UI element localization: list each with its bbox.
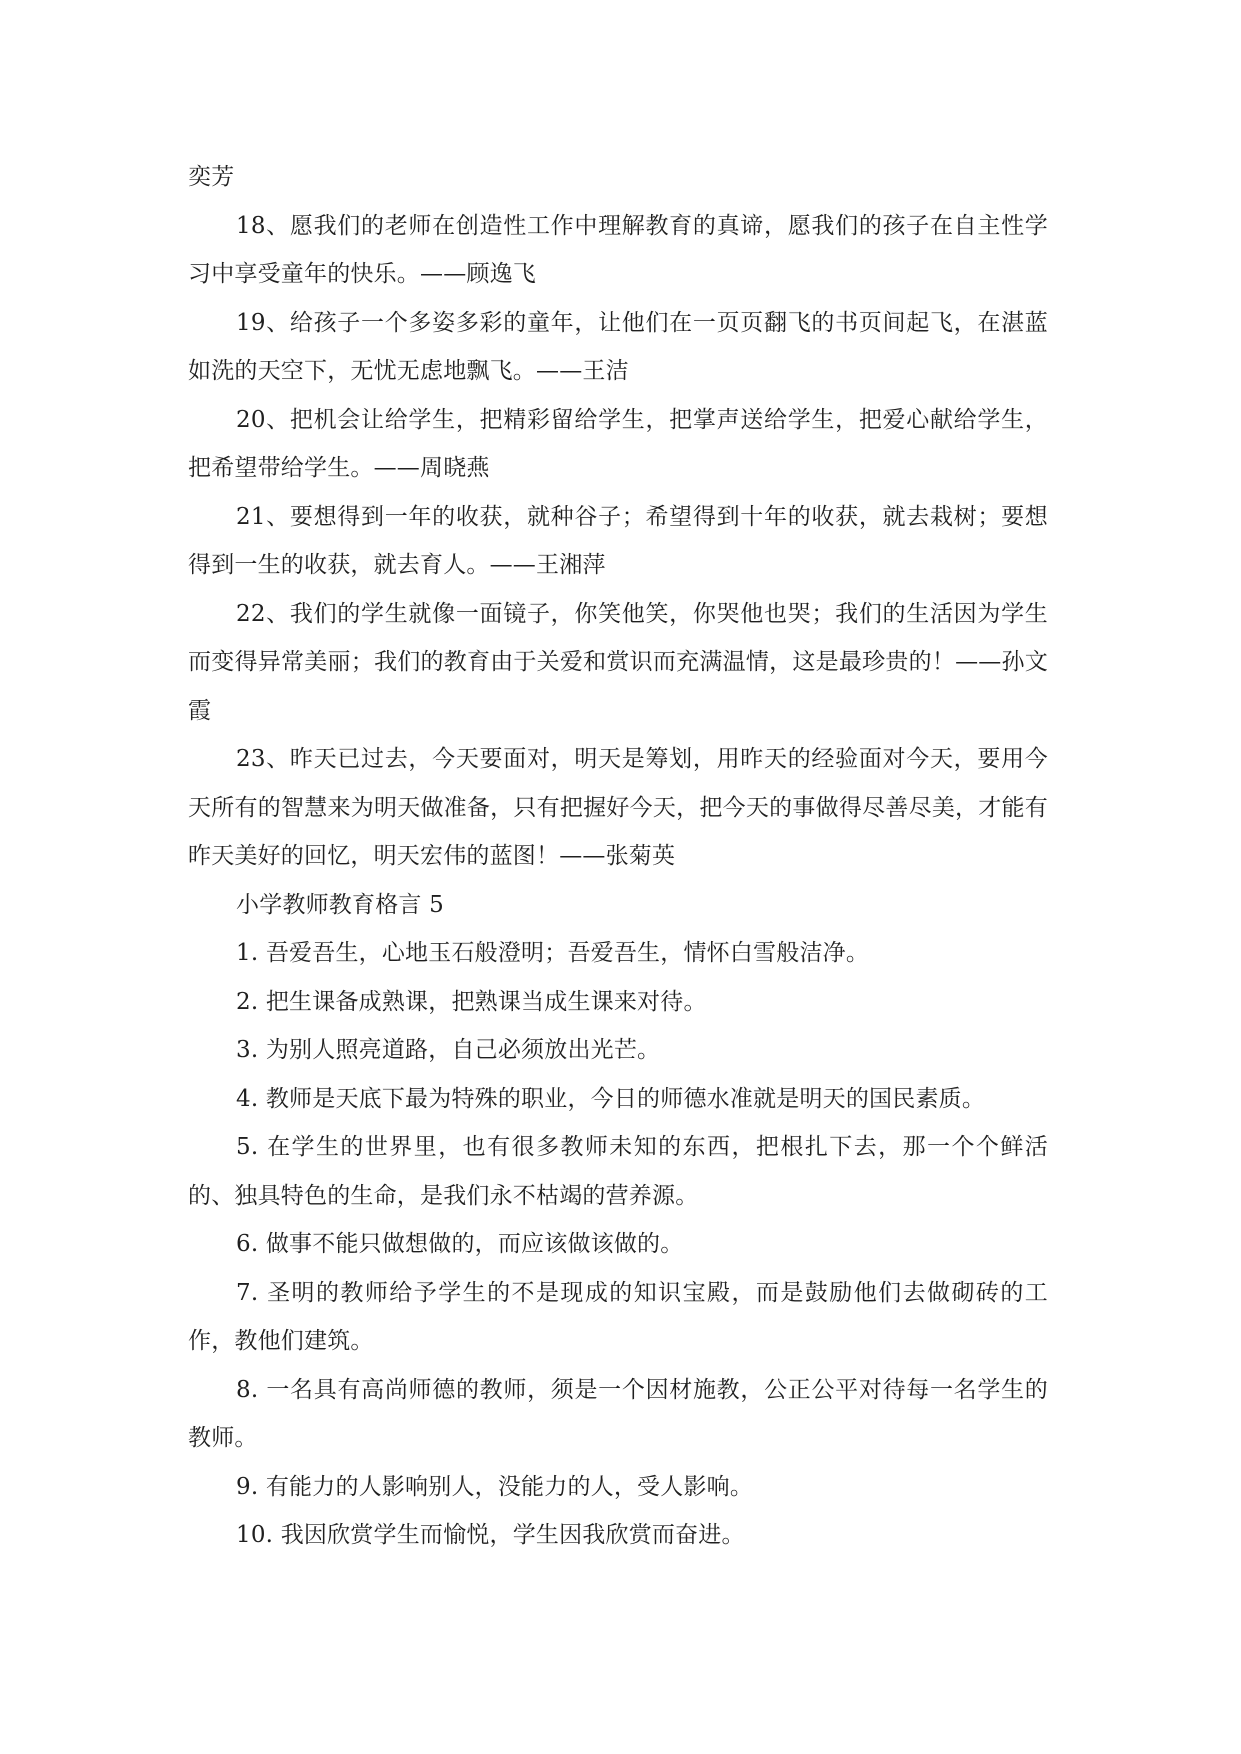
paragraph-9: 2. 把生课备成熟课，把熟课当成生课来对待。 [236,988,707,1015]
paragraph-3: 20、把机会让给学生，把精彩留给学生，把掌声送给学生，把爱心献给学生，把希望带给学生。——周晓燕 [188,406,1048,481]
paragraph-1: 18、愿我们的老师在创造性工作中理解教育的真谛，愿我们的孩子在自主性学习中享受童年的快乐。——顾逸飞 [188,212,1048,287]
section-heading: 小学教师教育格言 5 [236,891,444,918]
paragraph-12: 5. 在学生的世界里，也有很多教师未知的东西，把根扎下去，那一个个鲜活的、独具特色的生命，是我们永不枯竭的营养源。 [188,1134,1048,1209]
paragraph-5: 22、我们的学生就像一面镜子，你笑他笑，你哭他也哭；我们的生活因为学生而变得异常美丽；我们的教育由于关爱和赏识而充满温情，这是最珍贵的！——孙文霞 [188,600,1048,724]
paragraph-13: 6. 做事不能只做想做的，而应该做该做的。 [236,1231,684,1257]
document-body [188,153,1048,1560]
paragraph-11: 4. 教师是天底下最为特殊的职业，今日的师德水准就是明天的国民素质。 [236,1085,986,1112]
paragraph-4: 21、要想得到一年的收获，就种谷子；希望得到十年的收获，就去栽树；要想得到一生的收获，就去育人。——王湘萍 [188,503,1048,578]
paragraph-10: 3. 为别人照亮道路，自己必须放出光芒。 [236,1037,661,1063]
paragraph-2: 19、给孩子一个多姿多彩的童年，让他们在一页页翻飞的书页间起飞，在湛蓝如洗的天空下，无忧无虑地飘飞。——王洁 [188,309,1048,384]
paragraph-16: 9. 有能力的人影响别人，没能力的人，受人影响。 [236,1473,754,1500]
paragraph-14: 7. 圣明的教师给予学生的不是现成的知识宝殿，而是鼓励他们去做砌砖的工作，教他们建筑。 [188,1279,1048,1354]
paragraph-6: 23、昨天已过去，今天要面对，明天是筹划，用昨天的经验面对今天，要用今天所有的智慧来为明天做准备，只有把握好今天，把今天的事做得尽善尽美，才能有昨天美好的回忆，明天宏伟的蓝图！——张菊英 [188,746,1048,869]
paragraph-0: 奕芳 [188,164,235,190]
paragraph-17: 10. 我因欣赏学生而愉悦，学生因我欣赏而奋进。 [236,1522,745,1548]
paragraph-8: 1. 吾爱吾生，心地玉石般澄明；吾爱吾生，情怀白雪般洁净。 [236,940,870,966]
paragraph-15: 8. 一名具有高尚师德的教师，须是一个因材施教，公正公平对待每一名学生的教师。 [188,1376,1048,1451]
